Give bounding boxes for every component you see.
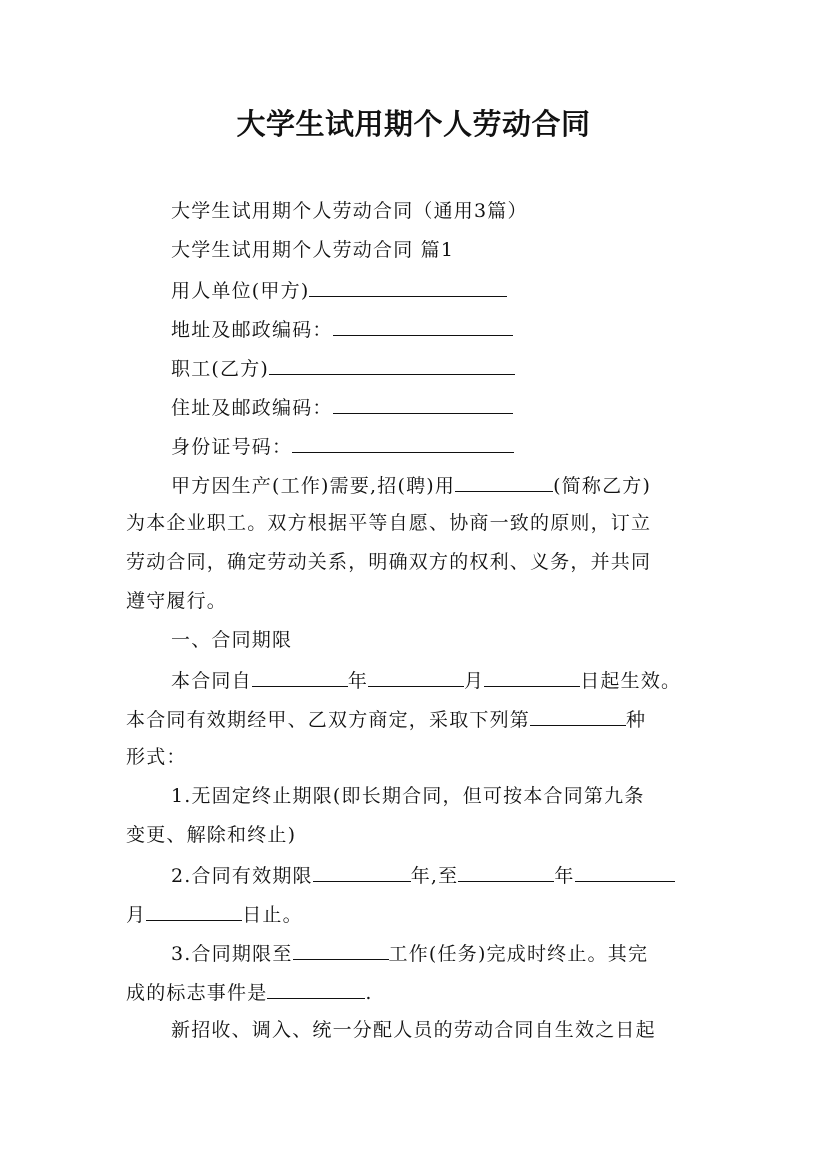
item1-line-2: 变更、解除和终止) (126, 824, 297, 846)
employee-field (171, 355, 515, 379)
section-heading: 大学生试用期个人劳动合同 篇1 (171, 239, 455, 261)
item2-line-2 (126, 901, 303, 925)
residence-blank (333, 394, 513, 414)
id-blank (292, 433, 514, 453)
term-to-month-blank (146, 901, 242, 921)
item2-text-e: 日止。 (242, 904, 303, 926)
item3-text-b: 工作(任务)完成时终止。其完 (388, 943, 649, 965)
id-field (171, 433, 514, 457)
clause1-line-2 (126, 706, 646, 730)
item1-line-1: 1.无固定终止期限(即长期合同，但可按本合同第九条 (171, 785, 645, 807)
document-subtitle: 大学生试用期个人劳动合同（通用3篇） (171, 200, 528, 222)
clause1-line-1 (171, 667, 681, 691)
item3-line-1 (171, 940, 648, 964)
form-number-blank (530, 706, 626, 726)
intro-text-b: (简称乙方) (553, 475, 652, 497)
intro-text-a: 甲方因生产(工作)需要,招(聘)用 (171, 475, 456, 497)
employee-label: 职工(乙方) (171, 358, 270, 380)
item2-text-a: 2.合同有效期限 (171, 865, 313, 887)
hiree-blank (455, 472, 553, 492)
employer-label: 用人单位(甲方) (171, 280, 310, 302)
item3-text-a: 3.合同期限至 (171, 943, 293, 965)
start-year-blank (252, 667, 348, 687)
item3-line-2 (126, 979, 373, 1003)
term-to-year-blank (458, 862, 554, 882)
last-line: 新招收、调入、统一分配人员的劳动合同自生效之日起 (171, 1019, 656, 1041)
task-blank (293, 940, 389, 960)
residence-field (171, 394, 513, 418)
completion-event-blank (267, 979, 365, 999)
start-month-blank (368, 667, 464, 687)
employer-blank (309, 277, 507, 297)
clause1-text-f: 种 (626, 709, 647, 731)
id-label: 身份证号码： (171, 436, 293, 458)
item2-line-1 (171, 862, 675, 886)
clause1-text-b: 年 (347, 670, 369, 692)
intro-line-2: 为本企业职工。双方根据平等自愿、协商一致的原则，订立 (126, 512, 652, 534)
item2-text-d: 月 (126, 904, 147, 926)
item3-text-c: 成的标志事件是 (126, 982, 268, 1004)
address-label: 地址及邮政编码： (171, 319, 333, 341)
term-to-extra-blank (575, 862, 675, 882)
start-day-blank (484, 667, 580, 687)
employee-blank (269, 355, 515, 375)
clause1-text-d: 日起生效。 (580, 670, 682, 692)
document-title: 大学生试用期个人劳动合同 (236, 107, 591, 141)
clause1-heading: 一、合同期限 (171, 629, 293, 651)
clause1-line-3: 形式： (126, 746, 187, 768)
employer-field (171, 277, 507, 301)
intro-line-3: 劳动合同，确定劳动关系，明确双方的权利、义务，并共同 (126, 551, 652, 573)
item2-text-b: 年,至 (410, 865, 459, 887)
residence-label: 住址及邮政编码： (171, 397, 333, 419)
intro-line-1 (171, 472, 651, 496)
address-field (171, 316, 513, 340)
intro-line-4: 遵守履行。 (126, 590, 228, 612)
clause1-text-a: 本合同自 (171, 670, 252, 692)
clause1-text-c: 月 (464, 670, 485, 692)
clause1-text-e: 本合同有效期经甲、乙双方商定，采取下列第 (126, 709, 531, 731)
item2-text-c: 年 (554, 865, 575, 887)
address-blank (333, 316, 513, 336)
item3-text-d: . (365, 982, 373, 1004)
term-from-year-blank (313, 862, 411, 882)
